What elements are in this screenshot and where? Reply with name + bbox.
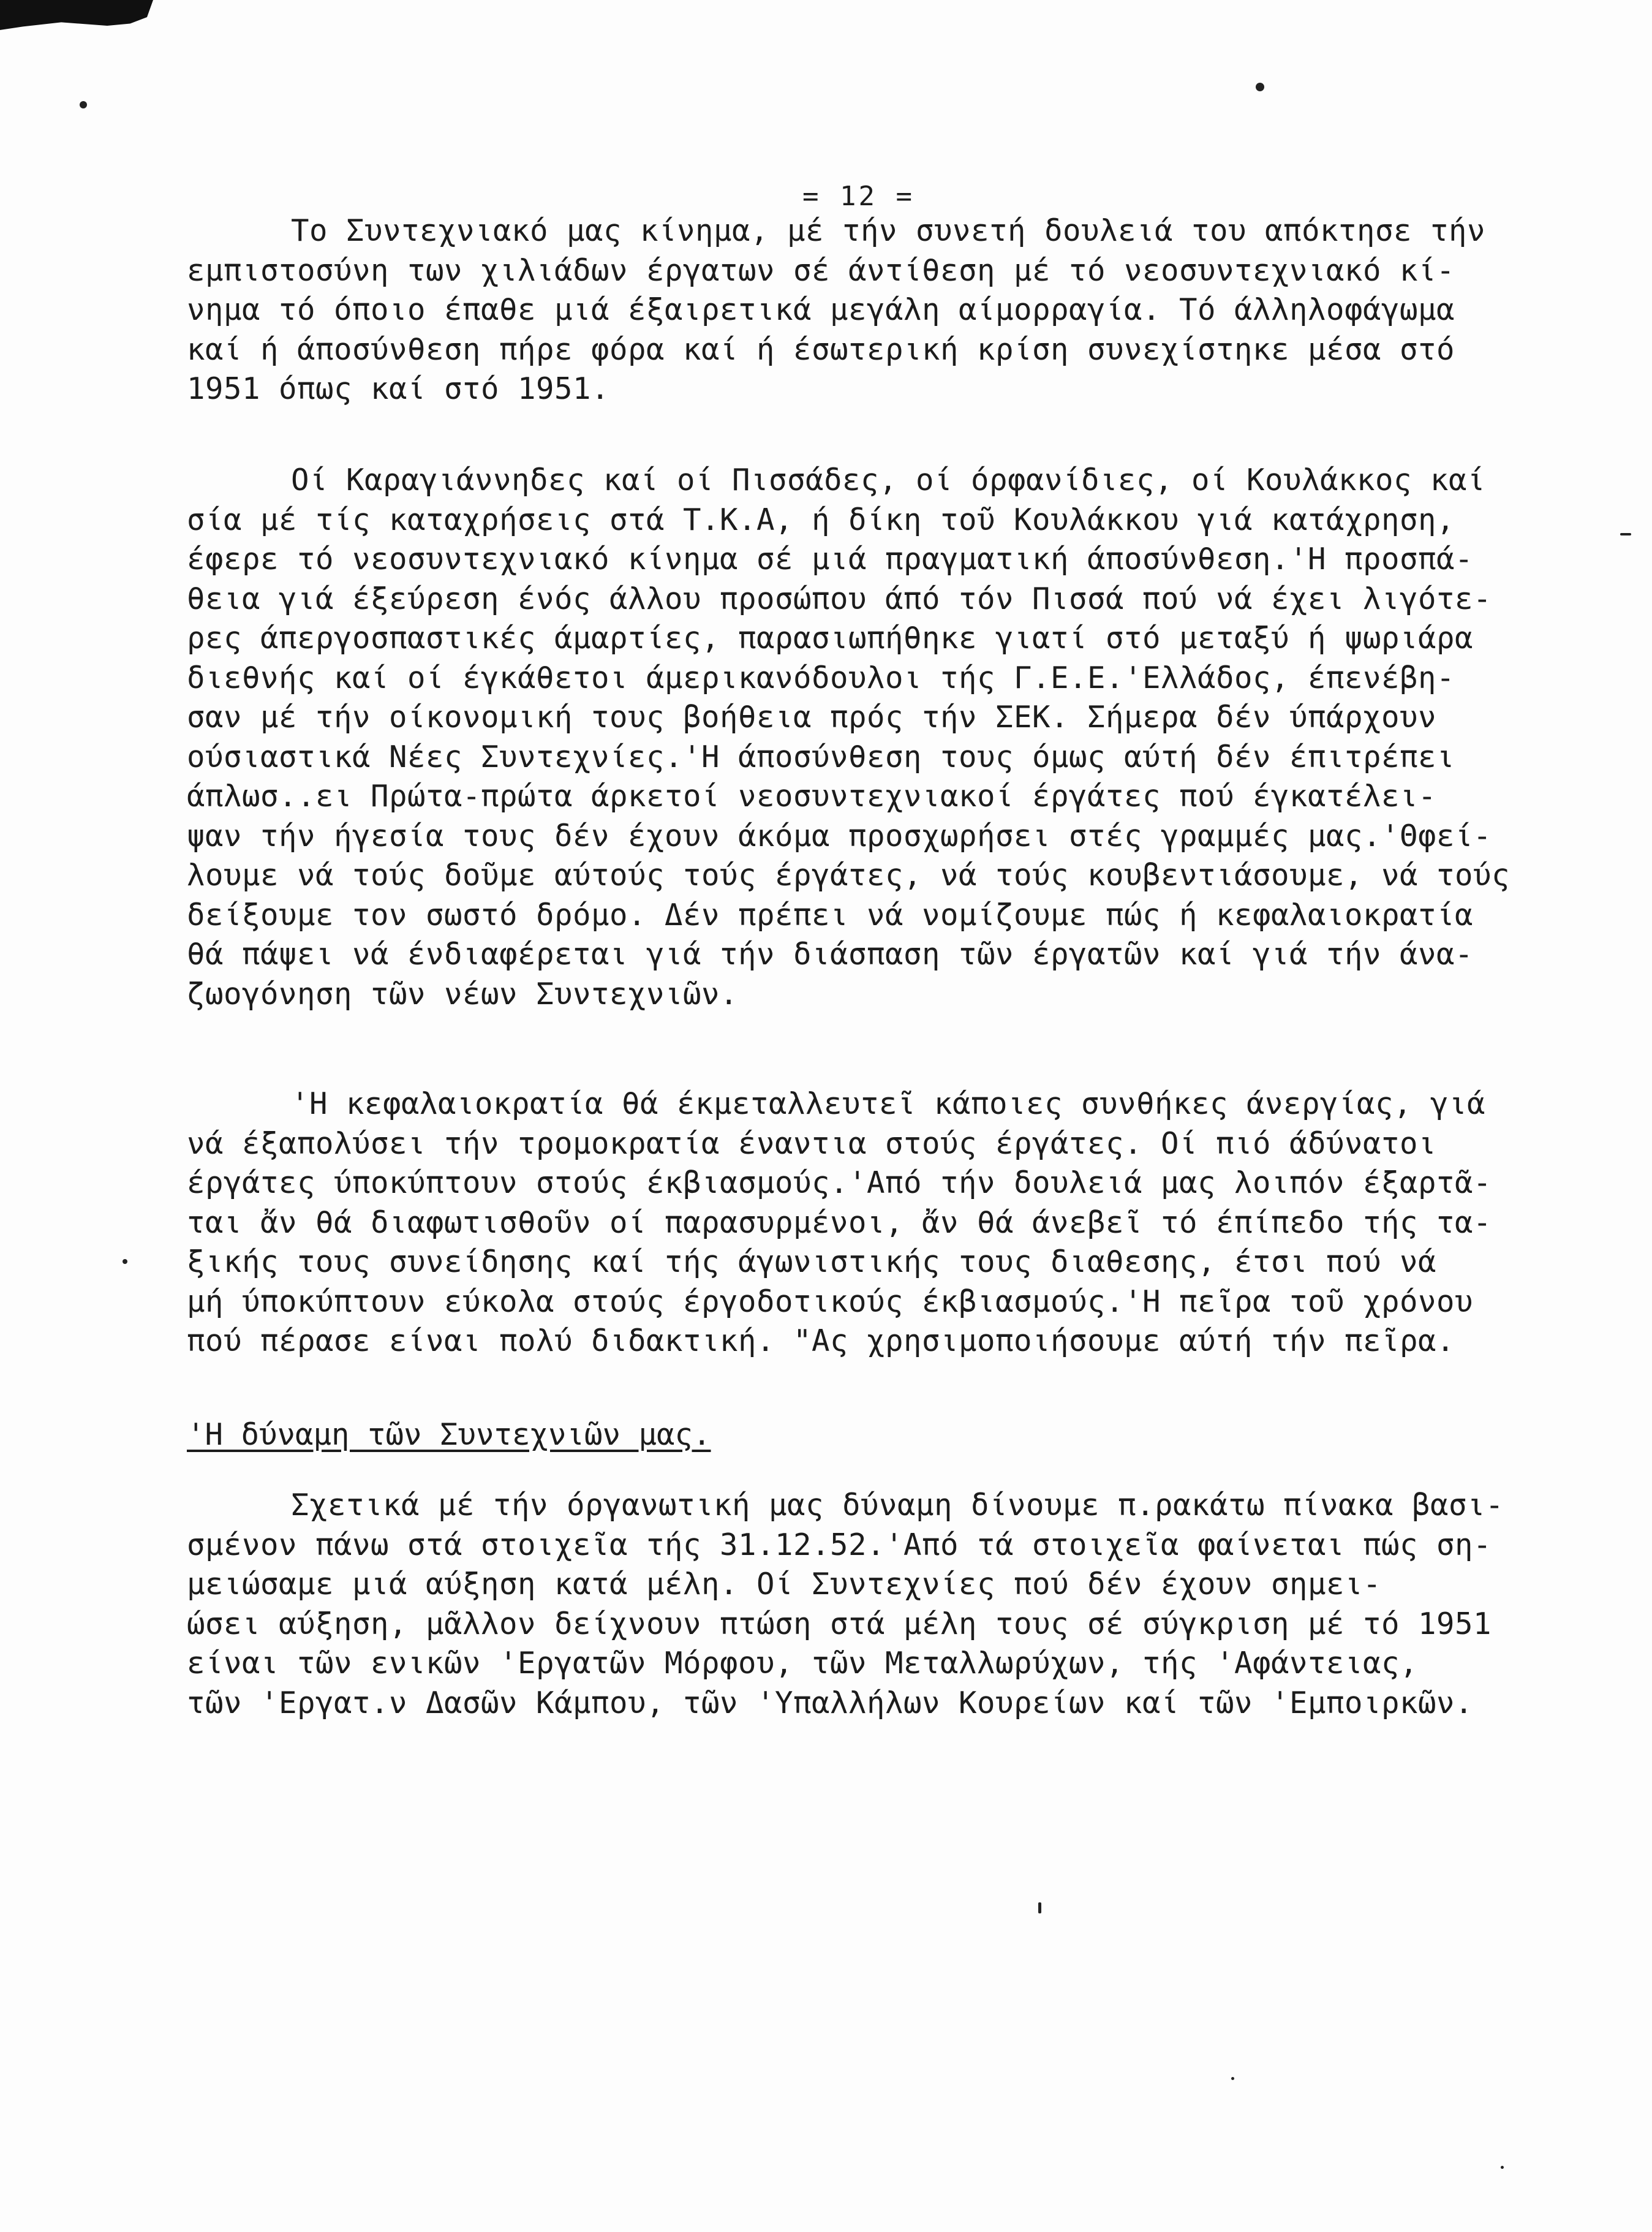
text-line: σμένον πάνω στά στοιχεῖα τής 31.12.52.'Από τά στοιχεῖα φαίνεται πώς ση- [187,1527,1492,1562]
text-line: διεθνής καί οί έγκάθετοι άμερικανόδουλοι τής Γ.Ε.Ε.'Ελλάδος, έπενέβη- [187,660,1455,695]
text-line: έφερε τό νεοσυντεχνιακό κίνημα σέ μιά πραγματική άποσύνθεση.'Η προσπά- [187,542,1474,577]
text-line: ώσει αύξηση, μᾶλλον δείχνουν πτώση στά μέλη τους σέ σύγκριση μέ τό 1951 [187,1606,1492,1641]
text-line: μειώσαμε μιά αύξηση κατά μέλη. Οί Συντεχνίες πού δέν έχουν σημει- [187,1567,1382,1602]
text-line: σαν μέ τήν οίκονομική τους βοήθεια πρός τήν ΣΕΚ. Σήμερα δέν ύπάρχουν [187,700,1437,735]
text-line: πού πέρασε είναι πολύ διδακτική. "Ας χρησιμοποιήσουμε αύτή τήν πεῖρα. [187,1323,1455,1358]
text-line: νημα τό όποιο έπαθε μιά έξαιρετικά μεγάλη αίμορραγία. Τό άλληλοφάγωμα [187,292,1455,327]
paragraph-3 [187,1084,1541,1361]
paragraph-2 [187,461,1541,1014]
text-line: ούσιαστικά Νέες Συντεχνίες.'Η άποσύνθεση τους όμως αύτή δέν έπιτρέπει [187,739,1455,774]
page-number: = 12 = [802,181,915,212]
text-line: καί ή άποσύνθεση πήρε φόρα καί ή έσωτερική κρίση συνεχίστηκε μέσα στό [187,331,1455,367]
text-line: εμπιστοσύνη των χιλιάδων έργατων σέ άντίθεση μέ τό νεοσυντεχνιακό κί- [187,252,1455,288]
text-line: ται ἄν θά διαφωτισθοῦν οί παρασυρμένοι, ἄν θά άνεβεῖ τό έπίπεδο τής τα- [187,1205,1492,1240]
scan-speck [1620,533,1631,535]
text-line: Οί Καραγιάννηδες καί οί Πισσάδες, οί όρφανίδιες, οί Κουλάκκος καί [291,463,1486,497]
scan-speck [80,101,87,108]
scan-speck [1256,83,1264,91]
text-line: 'Η κεφαλαιοκρατία θά έκμεταλλευτεῖ κάποιες συνθήκες άνεργίας, γιά [291,1086,1486,1121]
scan-speck [1231,2077,1234,2080]
section-heading: 'Η δύναμη τῶν Συντεχνιῶν μας. [187,1417,711,1452]
scan-speck [123,1259,127,1264]
text-line: μή ύποκύπτουν εύκολα στούς έργοδοτικούς έκβιασμούς.'Η πεῖρα τοῦ χρόνου [187,1284,1474,1319]
text-line: δείξουμε τον σωστό δρόμο. Δέν πρέπει νά νομίζουμε πώς ή κεφαλαιοκρατία [187,897,1474,933]
text-line: 1951 όπως καί στό 1951. [187,371,610,406]
scan-speck [1501,2166,1504,2169]
text-line: ξικής τους συνείδησης καί τής άγωνιστικής τους διαθεσης, έτσι πού νά [187,1244,1437,1279]
text-line: άπλωσ..ει Πρώτα-πρώτα άρκετοί νεοσυντεχνιακοί έργάτες πού έγκατέλει- [187,779,1437,814]
text-line: σία μέ τίς καταχρήσεις στά Τ.Κ.Α, ή δίκη τοῦ Κουλάκκου γιά κατάχρηση, [187,502,1455,537]
text-line: νά έξαπολύσει τήν τρομοκρατία έναντια στούς έργάτες. Οί πιό άδύνατοι [187,1125,1437,1161]
text-line: θά πάψει νά ένδιαφέρεται γιά τήν διάσπαση τῶν έργατῶν καί γιά τήν άνα- [187,937,1474,972]
text-line: Σχετικά μέ τήν όργανωτική μας δύναμη δίνουμε π.ρακάτω πίνακα βασι- [291,1488,1504,1523]
scan-speck [1038,1902,1041,1913]
text-line: ρες άπεργοσπαστικές άμαρτίες, παρασιωπήθηκε γιατί στό μεταξύ ή ψωριάρα [187,621,1474,656]
text-line: λουμε νά τούς δοῦμε αύτούς τούς έργάτες, νά τούς κουβεντιάσουμε, νά τούς [187,858,1511,893]
scan-artifact [0,0,153,43]
text-line: ψαν τήν ήγεσία τους δέν έχουν άκόμα προσχωρήσει στές γραμμές μας.'Θφεί- [187,818,1492,853]
text-line: έργάτες ύποκύπτουν στούς έκβιασμούς.'Από τήν δουλειά μας λοιπόν έξαρτᾶ- [187,1165,1492,1200]
paragraph-1 [187,211,1541,409]
text-line: είναι τῶν ενικῶν 'Εργατῶν Μόρφου, τῶν Μεταλλωρύχων, τής 'Αφάντειας, [187,1646,1419,1681]
text-line: τῶν 'Εργατ.ν Δασῶν Κάμπου, τῶν 'Υπαλλήλων Κουρείων καί τῶν 'Εμποιρκῶν. [187,1685,1474,1720]
text-line: ζωογόνηση τῶν νέων Συντεχνιῶν. [187,976,739,1012]
paragraph-4 [187,1486,1541,1723]
text-line: Το Συντεχνιακό μας κίνημα, μέ τήν συνετή δουλειά του απόκτησε τήν [291,213,1486,248]
text-line: θεια γιά έξεύρεση ένός άλλου προσώπου άπό τόν Πισσά πού νά έχει λιγότε- [187,581,1492,616]
